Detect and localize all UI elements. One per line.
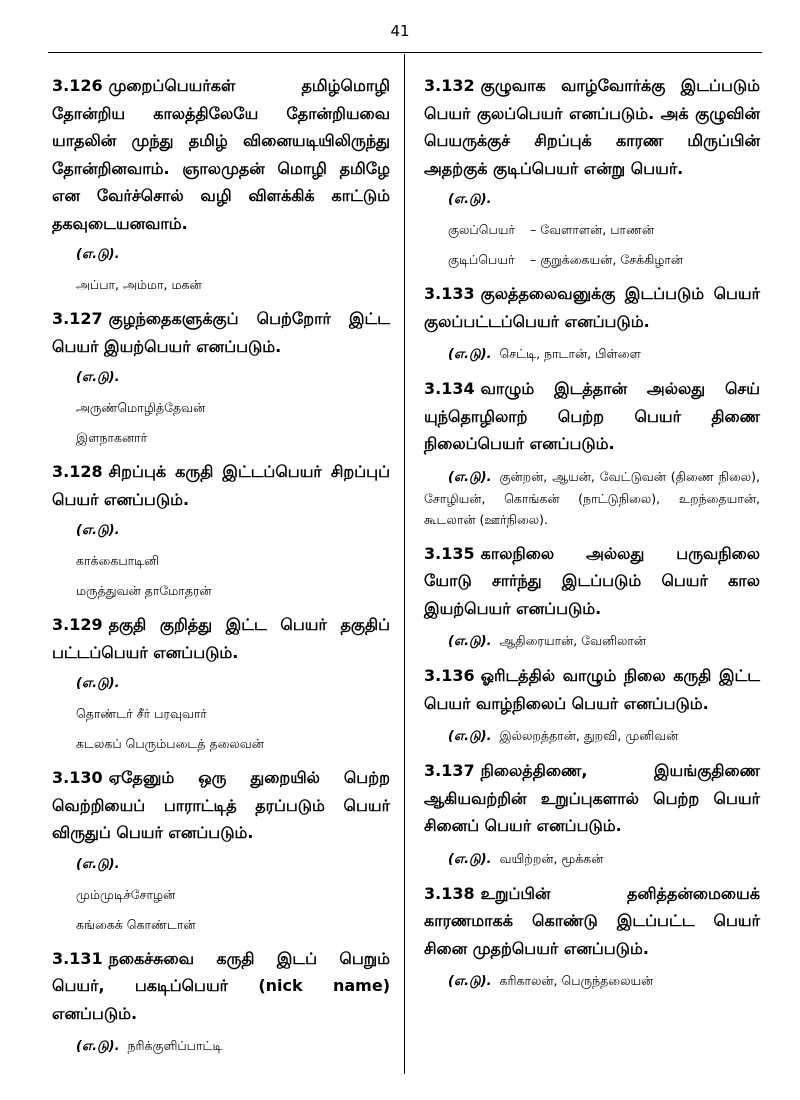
column-divider [404,54,405,1074]
rule-paragraph [424,757,760,840]
rule-number: 3.132 [424,76,475,95]
example-item: அப்பா, அம்மா, மகன் [76,277,202,292]
rule-paragraph [52,458,390,513]
rule-body: குழந்தைகளுக்குப் பெற்றோர் இட்ட பெயர் இயற்பெயர் எனப்படும். [52,309,390,356]
rule-number: 3.127 [52,309,103,328]
example-line [424,466,760,530]
rule-3-136 [424,662,760,747]
pair-key: குடிப்பெயர் [448,252,515,267]
rule-body: சிறப்புக் கருதி இட்டப்பெயர் சிறப்புப் பெயர் எனப்படும். [52,462,390,509]
example-label: (எ.டு). [448,851,492,867]
example-item: காக்கைபாடினி [76,553,160,568]
rule-paragraph [52,945,390,1028]
example-label: (எ.டு). [76,523,120,538]
example-text: நரிக்குளிப்பாட்டி [127,1038,223,1053]
rule-paragraph [52,764,390,847]
example-item: இளநாகனார் [76,430,148,445]
rule-3-131 [52,945,390,1058]
example-label: (எ.டு). [448,347,492,362]
pair-value: – குறுக்கையன், சேக்கிழான் [530,252,684,267]
example-label: (எ.டு). [76,370,120,385]
rule-number: 3.130 [52,768,103,787]
example-label: (எ.டு). [76,856,120,872]
rule-3-130 [52,764,390,935]
rule-3-135 [424,540,760,653]
example-line [424,343,760,365]
rule-3-134 [424,375,760,530]
example-text: குன்றன், ஆயன், வேட்டுவன் (திணை நிலை), சோழியன், கொங்கன் (நாட்டுநிலை), உறந்தையான், கூடலான் (ஊர்நிலை). [424,468,760,527]
example-line [52,1035,390,1057]
example-label: (எ.டு). [448,469,492,485]
rule-paragraph [424,880,760,963]
example-label: (எ.டு). [448,192,492,207]
rule-number: 3.131 [52,948,103,968]
rule-3-137 [424,757,760,870]
rule-paragraph [52,611,390,666]
example-item: மும்முடிச்சோழன் [76,886,176,902]
rule-number: 3.136 [424,666,475,685]
rule-body: தகுதி குறித்து இட்ட பெயர் தகுதிப் பட்டப்பெயர் எனப்படும். [52,615,390,662]
rule-paragraph [52,72,390,237]
rule-3-133 [424,280,760,365]
rule-number: 3.128 [52,462,103,481]
rule-paragraph [424,540,760,623]
rule-body: குழுவாக வாழ்வோர்க்கு இடப்படும் பெயர் குலப்பெயர் எனப்படும். அக் குழுவின் பெயருக்குச் சிறப்புக் காரண மிருப்பின் அதற்குக் குடிப்பெயர் என்று பெயர். [424,76,760,178]
example-label: (எ.டு). [76,676,120,691]
example-line [424,970,760,992]
example-item: மருத்துவன் தாமோதரன் [76,583,212,598]
example-item: கங்கைக் கொண்டான் [76,916,196,932]
rule-paragraph [424,662,760,717]
rule-number: 3.134 [424,379,475,398]
rule-number: 3.138 [424,883,475,903]
example-item: அருண்மொழித்தேவன் [76,400,206,415]
rule-body: முறைப்பெயர்கள் தமிழ்மொழி தோன்றிய காலத்திலேயே தோன்றியவை யாதலின் முந்து தமிழ் வினையடியிலிருந்து தோன்றினவாம். ஞாலமுதன் மொழி தமிழே என வேர்ச்சொல் வழி விளக்கிக் காட்டும் தகவுடையனவாம். [52,76,390,233]
rule-3-138 [424,880,760,993]
rule-paragraph [424,375,760,458]
rule-paragraph [52,305,390,360]
example-label: (எ.டு). [448,729,492,744]
rule-3-132 [424,72,760,270]
header-rule [48,52,762,53]
example-text: கரிகாலன், பெருந்தலையன் [499,973,654,988]
example-text: ஆதிரையான், வேனிலான் [499,633,646,648]
example-line [424,725,760,747]
rule-number: 3.126 [52,76,103,95]
rule-3-126 [52,72,390,295]
example-pair [448,220,760,240]
rule-number: 3.133 [424,284,475,303]
rule-body: நகைச்சுவை கருதி இடப் பெறும் பெயர், பகடிப்பெயர் (nick name) எனப்படும். [52,948,390,1023]
example-text: வயிற்றன், மூக்கன் [499,850,604,866]
rule-paragraph [424,72,760,182]
example-label: (எ.டு). [76,1039,120,1054]
example-pair [448,250,760,270]
rule-body: வாழும் இடத்தான் அல்லது செய் யுந்தொழிலாற் பெற்ற பெயர் திணை நிலைப்பெயர் எனப்படும். [424,379,760,453]
pair-key: குலப்பெயர் [448,222,515,237]
example-label: (எ.டு). [76,247,120,262]
example-text: இல்லறத்தான், துறவி, முனிவன் [499,728,679,743]
example-item: கடலகப் பெரும்படைத் தலைவன் [76,736,264,751]
rule-body: ஓரிடத்தில் வாழும் நிலை கருதி இட்ட பெயர் வாழ்நிலைப் பெயர் எனப்படும். [424,666,760,713]
rule-number: 3.137 [424,761,475,780]
example-label: (எ.டு). [448,974,492,989]
rule-number: 3.135 [424,543,475,563]
pair-value: – வேளாளன், பாணன் [530,222,655,237]
rule-body: நிலைத்திணை, இயங்குதிணை ஆகியவற்றின் உறுப்புகளால் பெற்ற பெயர் சினைப் பெயர் எனப்படும். [424,761,760,835]
right-column [424,72,760,1002]
rule-3-128 [52,458,390,601]
rule-body: ஏதேனும் ஒரு துறையில் பெற்ற வெற்றியைப் பாராட்டித் தரப்படும் பெயர் விருதுப் பெயர் எனப்படும். [52,768,390,842]
example-line [424,630,760,652]
rule-body: காலநிலை அல்லது பருவநிலை யோடு சார்ந்து இடப்படும் பெயர் கால இயற்பெயர் எனப்படும். [424,543,760,618]
rule-body: குலத்தலைவனுக்கு இடப்படும் பெயர் குலப்பட்டப்பெயர் எனப்படும். [424,284,760,331]
rule-body: உறுப்பின் தனித்தன்மையைக் காரணமாகக் கொண்டு இடப்பட்ட பெயர் சினை முதற்பெயர் எனப்படும். [424,883,760,958]
page-number: 41 [390,22,410,40]
left-column [52,72,390,1067]
example-label: (எ.டு). [448,634,492,649]
example-line [424,848,760,870]
rule-number: 3.129 [52,615,103,634]
rule-paragraph [424,280,760,335]
rule-3-129 [52,611,390,754]
example-text: செட்டி, நாடான், பிள்ளை [499,346,641,361]
rule-3-127 [52,305,390,448]
example-item: தொண்டர் சீர் பரவுவார் [76,706,207,721]
